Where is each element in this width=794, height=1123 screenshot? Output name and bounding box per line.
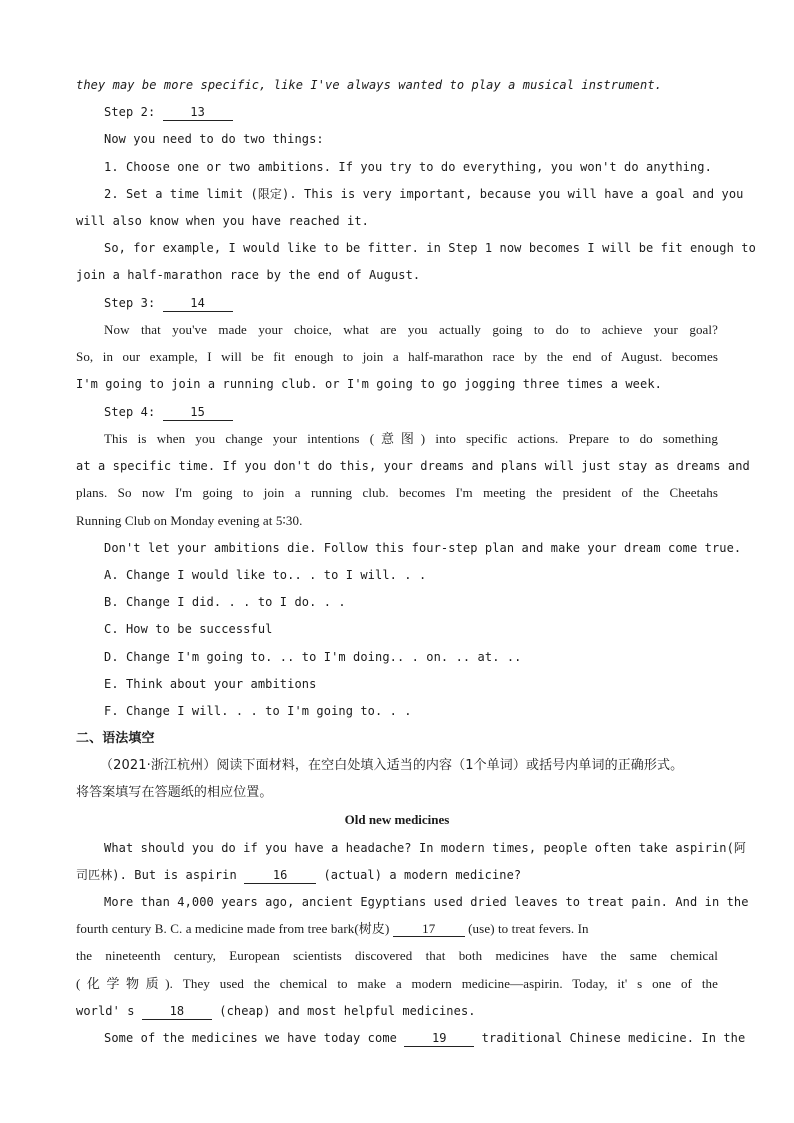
step-2-line	[104, 102, 718, 122]
text-segment: (actual) a modern medicine?	[316, 868, 522, 882]
text-segment: world' s	[76, 1004, 142, 1018]
step-label: Step 2:	[104, 105, 163, 119]
answer-blank-14[interactable]: 14	[163, 296, 233, 312]
answer-blank-18[interactable]: 18	[142, 1004, 212, 1020]
passage-line-with-blank	[76, 865, 718, 885]
passage-line: I'm going to join a running club. or I'm going to go jogging three times a week.	[76, 377, 662, 391]
text-segment: (use) to treat fevers. In	[464, 921, 589, 936]
section-instructions: （2021·浙江杭州）阅读下面材料，在空白处填入适当的内容（1个单词）或括号内单词的正确形式。	[100, 758, 684, 773]
passage-line: This is when you change your intentions (意图) into specific actions. Prepare to do something	[104, 431, 718, 446]
step-label: Step 3:	[104, 296, 163, 310]
option-d: D. Change I'm going to. .. to I'm doing.. . on. .. at. ..	[104, 650, 522, 664]
text-segment: Some of the medicines we have today come	[104, 1031, 405, 1045]
passage-line: What should you do if you have a headache? In modern times, people often take aspirin(阿	[104, 841, 747, 855]
answer-blank-16[interactable]: 16	[244, 868, 316, 884]
answer-blank-17[interactable]: 17	[393, 921, 465, 937]
passage-line-with-blank	[76, 919, 718, 939]
step-3-line	[104, 293, 718, 313]
passage-line: Don't let your ambitions die. Follow this four-step plan and make your dream come true.	[104, 541, 742, 555]
option-c: C. How to be successful	[104, 622, 273, 636]
passage-line: plans. So now I'm going to join a running club. becomes I'm meeting the president of the Cheetahs	[76, 485, 718, 500]
passage-line: 2. Set a time limit (限定). This is very important, because you will have a goal and you	[104, 187, 744, 201]
passage-title: Old new medicines	[344, 812, 450, 827]
passage-line: Running Club on Monday evening at 5∶30.	[76, 513, 303, 528]
passage-line: Now you need to do two things:	[104, 132, 324, 146]
answer-blank-13[interactable]: 13	[163, 105, 233, 121]
option-b: B. Change I did. . . to I do. . .	[104, 595, 346, 609]
step-label: Step 4:	[104, 405, 163, 419]
answer-blank-15[interactable]: 15	[163, 405, 233, 421]
text-segment: traditional Chinese medicine. In the	[474, 1031, 746, 1045]
passage-line-with-blank	[76, 1001, 718, 1021]
section-heading: 二、语法填空	[76, 731, 155, 746]
passage-line: So, in our example, I will be fit enough to join a half-marathon race by the end of August. becomes	[76, 349, 718, 364]
passage-line: More than 4,000 years ago, ancient Egyptians used dried leaves to treat pain. And in the	[104, 895, 749, 909]
passage-line: at a specific time. If you don't do this, your dreams and plans will just stay as dreams and	[76, 459, 750, 473]
text-segment: 司匹林). But is aspirin	[76, 868, 245, 882]
passage-line-with-blank	[104, 1028, 746, 1048]
step-4-line	[104, 402, 718, 422]
option-e: E. Think about your ambitions	[104, 677, 317, 691]
passage-line: the nineteenth century, European scientists discovered that both medicines have the same chemical	[76, 948, 718, 963]
answer-blank-19[interactable]: 19	[404, 1031, 474, 1047]
passage-line: (化学物质). They used the chemical to make a modern medicine—aspirin. Today, it' s one of the	[76, 976, 718, 991]
passage-line: Now that you've made your choice, what are you actually going to do to achieve your goal?	[104, 322, 718, 337]
text-segment: fourth century B. C. a medicine made from tree bark(树皮)	[76, 921, 393, 936]
passage-line: will also know when you have reached it.	[76, 214, 369, 228]
passage-line: So, for example, I would like to be fitter. in Step 1 now becomes I will be fit enough to	[104, 241, 756, 255]
option-a: A. Change I would like to.. . to I will. . .	[104, 568, 427, 582]
section-instructions-cont: 将答案填写在答题纸的相应位置。	[76, 785, 273, 800]
text-segment: (cheap) and most helpful medicines.	[211, 1004, 476, 1018]
option-f: F. Change I will. . . to I'm going to. . .	[104, 704, 412, 718]
passage-line: 1. Choose one or two ambitions. If you try to do everything, you won't do anything.	[104, 160, 712, 174]
passage-line: join a half-marathon race by the end of August.	[76, 268, 421, 282]
passage-line: they may be more specific, like I've always wanted to play a musical instrument.	[76, 78, 662, 92]
